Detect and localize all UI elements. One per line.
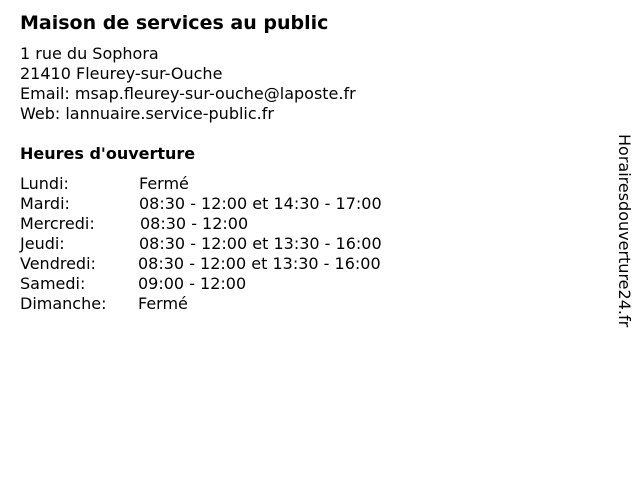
time-value: 08:30 - 12:00 et 13:30 - 16:00 xyxy=(139,234,382,253)
time-value: Fermé xyxy=(139,174,189,193)
site-watermark xyxy=(612,134,636,348)
day-label: Samedi: xyxy=(20,274,86,293)
hours-row-thursday xyxy=(20,234,440,254)
time-value: Fermé xyxy=(138,294,188,313)
hours-row-tuesday xyxy=(20,194,440,214)
hours-row-monday xyxy=(20,174,440,194)
opening-hours-list xyxy=(20,174,440,314)
hours-row-saturday xyxy=(20,274,440,294)
time-value: 08:30 - 12:00 xyxy=(140,214,249,233)
page-title: Maison de services au public xyxy=(20,12,329,34)
time-value: 08:30 - 12:00 et 14:30 - 17:00 xyxy=(139,194,382,213)
street-address: 1 rue du Sophora xyxy=(20,44,159,63)
address-block xyxy=(20,44,356,124)
city-postal-code: 21410 Fleurey-sur-Ouche xyxy=(20,64,223,83)
day-label: Dimanche: xyxy=(20,294,107,313)
email-text: Email: msap.fleurey-sur-ouche@laposte.fr xyxy=(20,84,356,103)
hours-row-friday xyxy=(20,254,440,274)
hours-heading: Heures d'ouverture xyxy=(20,144,196,163)
watermark-text: Horairesdouverture24.fr xyxy=(615,134,634,328)
time-value: 09:00 - 12:00 xyxy=(138,274,247,293)
hours-row-wednesday xyxy=(20,214,440,234)
day-label: Vendredi: xyxy=(20,254,96,273)
day-label: Lundi: xyxy=(20,174,69,193)
day-label: Mercredi: xyxy=(20,214,95,233)
day-label: Jeudi: xyxy=(20,234,65,253)
hours-row-sunday xyxy=(20,294,440,314)
time-value: 08:30 - 12:00 et 13:30 - 16:00 xyxy=(138,254,381,273)
web-text: Web: lannuaire.service-public.fr xyxy=(20,104,274,123)
day-label: Mardi: xyxy=(20,194,70,213)
